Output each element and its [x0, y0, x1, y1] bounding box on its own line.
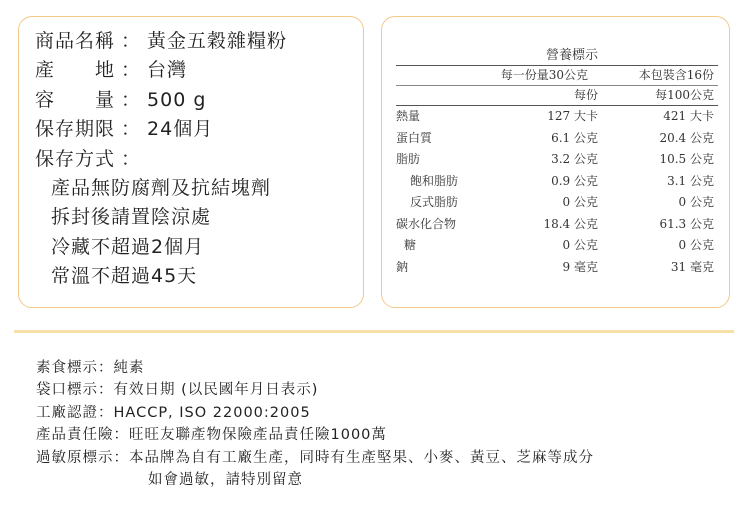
info-value: 24個月 — [147, 118, 214, 141]
note-factory-certification — [36, 402, 594, 424]
info-separator: ： — [121, 30, 142, 52]
nutrient-per-100g: 0 公克 — [678, 238, 714, 252]
nutrition-table — [396, 47, 718, 278]
note-label: 工廠認證 — [36, 404, 98, 421]
serving-size: 每一份量30公克 — [500, 68, 588, 82]
note-value: 純素 — [113, 360, 145, 376]
nutrient-per-100g: 31 毫克 — [670, 259, 714, 274]
note-allergen — [36, 447, 594, 469]
nutrient-name: 碳水化合物 — [396, 216, 457, 231]
nutrient-per-serving: 0 公克 — [562, 195, 598, 209]
nutrient-per-serving: 18.4 公克 — [543, 216, 598, 231]
info-label: 產 地 — [35, 59, 116, 82]
section-divider — [14, 330, 734, 333]
note-value: 有效日期 (以民國年月日表示) — [113, 382, 319, 399]
note-liability-insurance — [36, 424, 594, 446]
storage-line: 冷藏不超過2個月 — [51, 235, 205, 258]
info-label: 保存期限 — [35, 118, 116, 141]
nutrient-per-100g: 3.1 公克 — [667, 173, 714, 188]
note-separator: ： — [113, 427, 129, 444]
nutrient-per-100g: 421 大卡 — [663, 109, 714, 123]
nutrient-name: 反式脂肪 — [410, 195, 459, 209]
info-row-origin — [35, 56, 287, 85]
note-value: 旺旺友聯產物保險產品責任險1000萬 — [129, 427, 387, 444]
info-row-shelf-life — [35, 115, 287, 144]
info-label: 保存方式 — [35, 147, 116, 170]
product-notes — [36, 357, 594, 491]
note-label: 產品責任險 — [36, 427, 114, 444]
nutrition-row-sugar — [396, 235, 718, 257]
storage-line: 拆封後請置陰涼處 — [51, 206, 212, 229]
note-value: HACCP, ISO 22000:2005 — [113, 404, 311, 421]
nutrient-per-serving: 0 公克 — [562, 238, 598, 252]
nutrient-name: 飽和脂肪 — [410, 173, 459, 188]
nutrient-name: 脂肪 — [396, 152, 421, 166]
storage-line: 產品無防腐劑及抗結塊劑 — [51, 177, 272, 200]
info-separator: ： — [121, 59, 142, 82]
note-separator: ： — [98, 382, 114, 399]
info-row-capacity — [35, 86, 287, 115]
product-info-list — [35, 27, 287, 292]
nutrition-row-fat — [396, 149, 718, 171]
note-bag-marking — [36, 379, 594, 401]
storage-line: 常溫不超過45天 — [51, 265, 198, 288]
info-separator: ： — [121, 118, 142, 141]
info-label: 商品名稱 — [35, 30, 116, 52]
product-info-panel — [18, 16, 364, 308]
note-separator: ： — [98, 360, 114, 376]
nutrition-row-saturated-fat — [396, 171, 718, 193]
nutrition-row-protein — [396, 128, 718, 150]
note-allergen-continued: 如會過敏，請特別留意 — [148, 472, 303, 489]
note-separator: ： — [98, 404, 114, 421]
nutrient-per-100g: 20.4 公克 — [659, 130, 714, 145]
nutrient-name: 蛋白質 — [396, 130, 433, 145]
info-label: 容 量 — [35, 88, 116, 111]
nutrition-title: 營養標示 — [545, 48, 598, 63]
note-label: 袋口標示 — [36, 382, 98, 399]
nutrition-panel — [381, 16, 730, 308]
note-vegetarian — [36, 357, 594, 379]
servings-per-package: 本包裝含16份 — [638, 68, 714, 82]
note-separator: ： — [113, 449, 129, 466]
nutrition-row-sodium — [396, 257, 718, 279]
nutrient-per-serving: 0.9 公克 — [551, 173, 598, 188]
nutrition-row-energy — [396, 106, 718, 128]
info-row-name — [35, 27, 287, 56]
nutrient-name: 鈉 — [396, 259, 409, 274]
nutrient-per-serving: 9 毫克 — [562, 259, 598, 274]
info-separator: ： — [121, 147, 142, 170]
info-separator: ： — [121, 88, 142, 111]
col-per-100g: 每100公克 — [655, 88, 714, 102]
nutrition-serving-info — [396, 66, 718, 85]
nutrient-name: 熱量 — [396, 109, 421, 123]
info-value: 黃金五穀雜糧粉 — [147, 30, 288, 52]
nutrient-per-serving: 3.2 公克 — [551, 152, 598, 166]
note-label: 素食標示 — [36, 360, 98, 376]
note-label: 過敏原標示 — [36, 449, 114, 466]
info-value: 台灣 — [147, 59, 188, 82]
nutrient-per-100g: 0 公克 — [678, 195, 714, 209]
nutrient-per-serving: 6.1 公克 — [551, 130, 598, 145]
info-row-storage — [35, 145, 287, 174]
nutrient-per-100g: 10.5 公克 — [659, 152, 714, 166]
nutrient-per-serving: 127 大卡 — [547, 109, 598, 123]
col-per-serving: 每份 — [573, 88, 598, 102]
nutrition-row-carbohydrate — [396, 214, 718, 236]
nutrient-name: 糖 — [404, 238, 417, 252]
nutrition-row-trans-fat — [396, 192, 718, 214]
info-value: 500 g — [147, 88, 207, 111]
nutrient-per-100g: 61.3 公克 — [659, 216, 714, 231]
note-value: 本品牌為自有工廠生產，同時有生產堅果、小麥、黃豆、芝麻等成分 — [129, 449, 594, 466]
nutrition-column-headers — [396, 86, 718, 105]
